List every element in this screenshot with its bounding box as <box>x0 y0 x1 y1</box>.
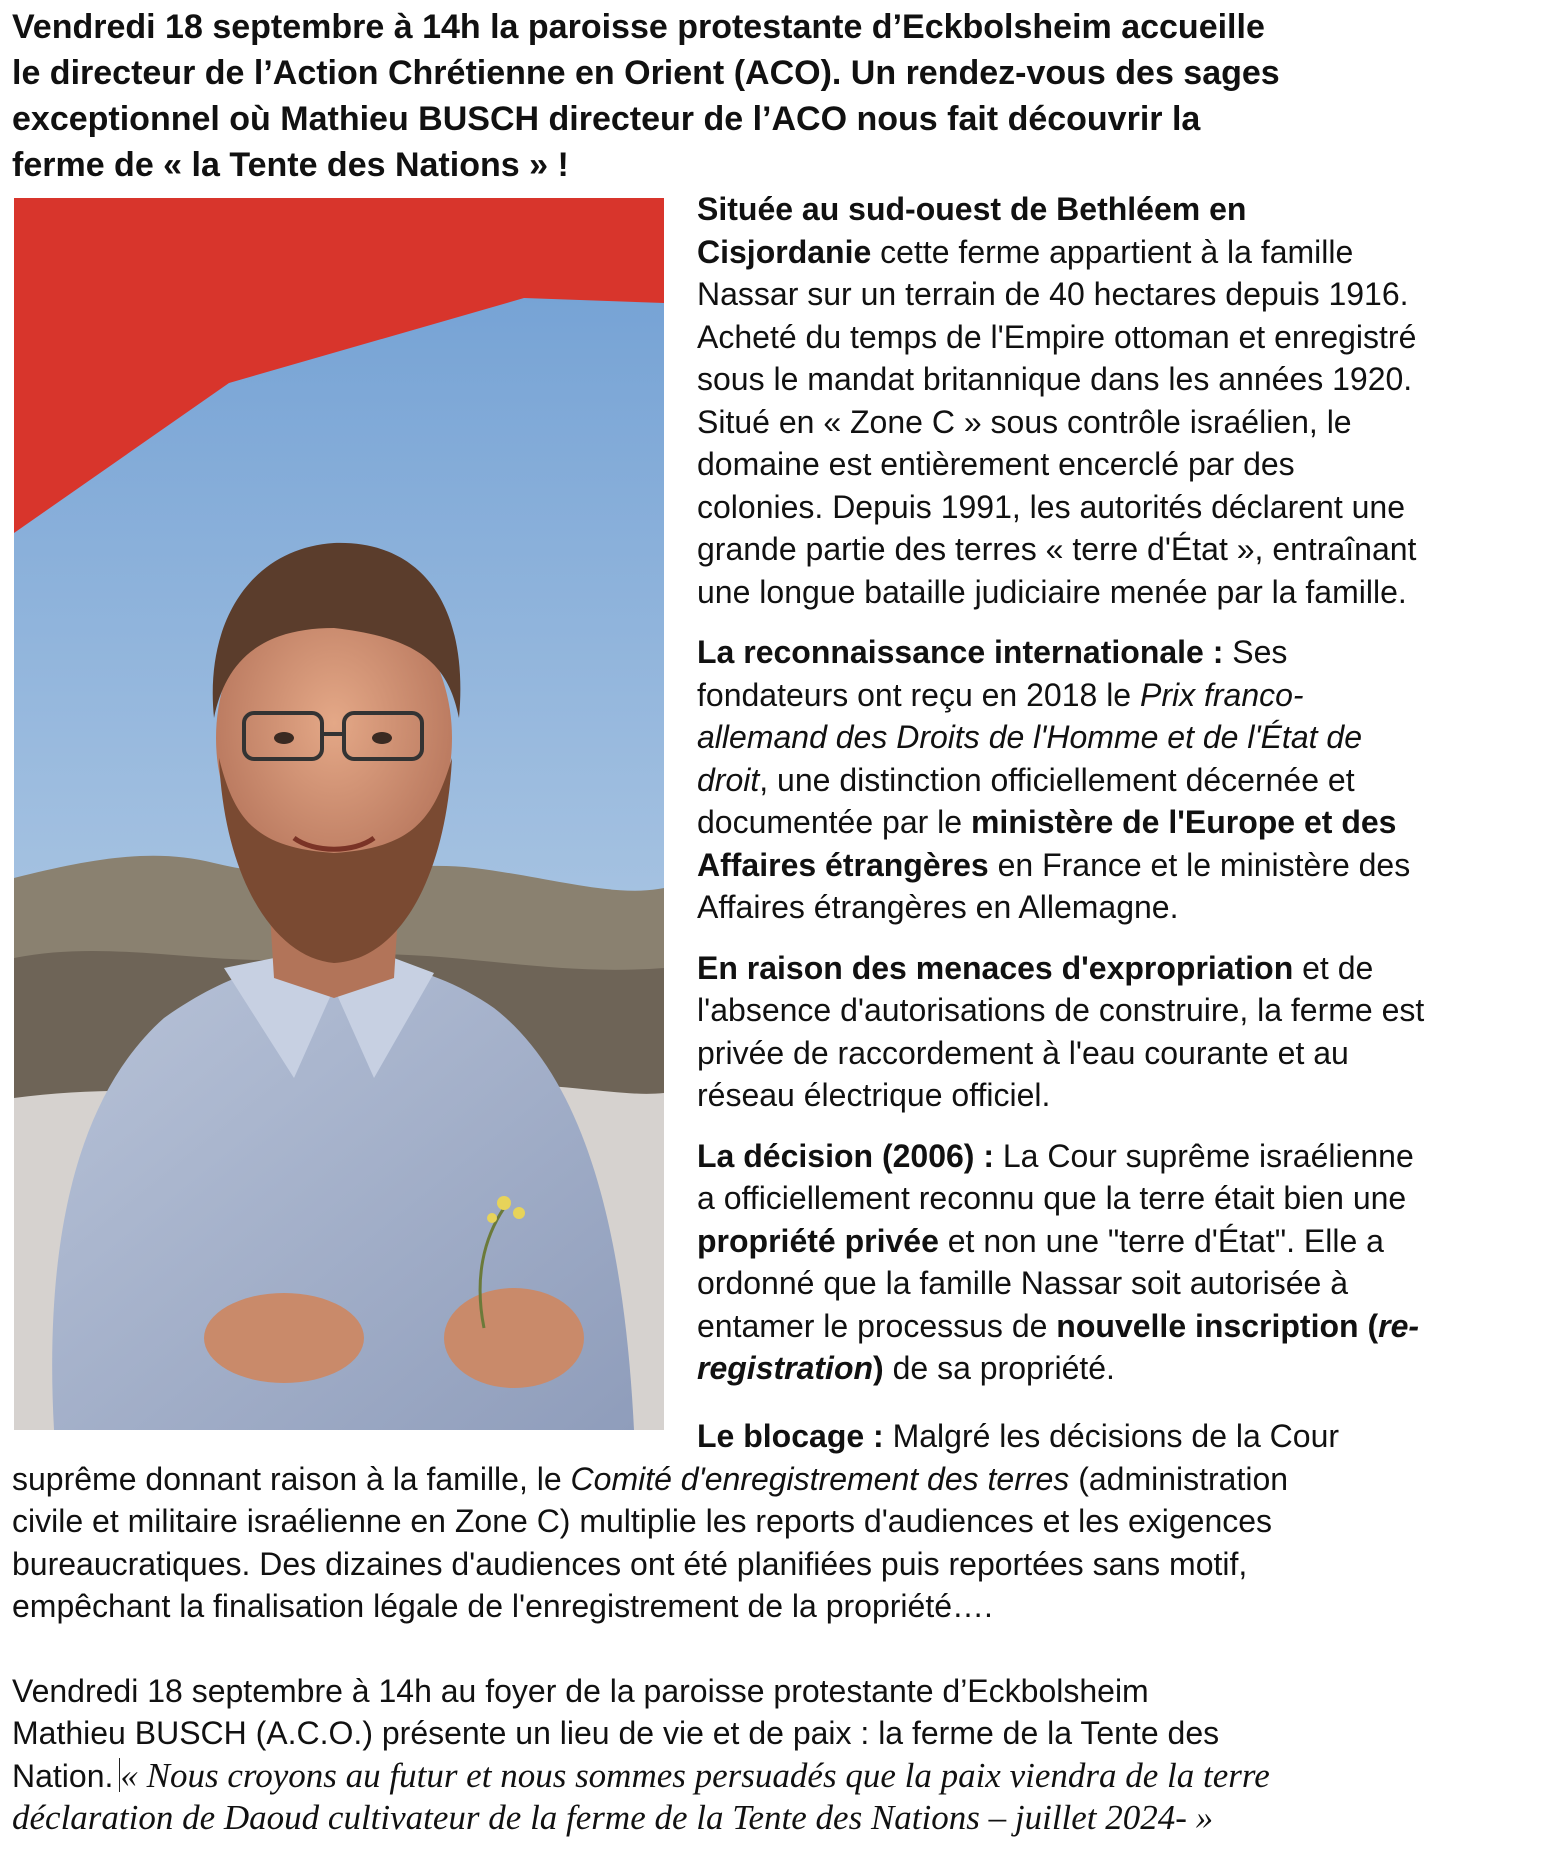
italic-text: Prix franco- <box>1139 676 1304 713</box>
spacer <box>12 1628 1537 1670</box>
text-span: Nassar sur un terrain de 40 hectares depuis 1916. <box>697 276 1409 312</box>
text-span: colonies. Depuis 1991, les autorités déclarent une <box>697 488 1405 525</box>
text-span: empêchant la finalisation légale de l'enregistrement de la propriété…. <box>12 1588 993 1624</box>
italic-text: droit <box>697 761 760 798</box>
paragraph-recognition <box>697 631 1542 929</box>
text-span: Mathieu BUSCH (A.C.O.) présente un lieu de vie et de paix : la ferme de la Tente des <box>12 1715 1220 1751</box>
bold-text: La décision (2006) : <box>697 1137 994 1174</box>
italic-text: allemand des Droits de l'Homme et de l'État de <box>697 719 1362 755</box>
quote-text: « Nous croyons au futur et nous sommes persuadés que la paix viendra de la terre <box>120 1755 1270 1795</box>
text-span: La Cour suprême israélienne <box>993 1137 1414 1174</box>
text-span: documentée par le <box>697 804 971 840</box>
text-span: ordonné que la famille Nassar soit autorisée à <box>697 1265 1349 1301</box>
bold-italic-text: registration <box>697 1350 874 1386</box>
text-span: de sa propriété. <box>883 1350 1115 1386</box>
text-span: entamer le processus de <box>697 1307 1057 1344</box>
text-span: domaine est entièrement encerclé par des <box>697 446 1295 482</box>
bold-italic-text: re- <box>1378 1307 1420 1344</box>
announcement-header <box>12 4 1532 188</box>
paragraph-blocking <box>12 1415 1537 1628</box>
text-span: Vendredi 18 septembre à 14h au foyer de la paroisse protestante d’Eckbolsheim <box>12 1672 1149 1709</box>
paragraph-event <box>12 1670 1537 1840</box>
text-span: Malgré les décisions de la Cour <box>883 1418 1340 1454</box>
text-span: et de <box>1293 949 1374 986</box>
bold-text: Affaires étrangères <box>697 846 989 883</box>
text-span: et non une "terre d'État". Elle a <box>938 1222 1384 1259</box>
text-span: (administration <box>1069 1460 1289 1497</box>
text-span: sous le mandat britannique dans les années 1920. <box>697 361 1413 397</box>
bold-text: En raison des menaces d'expropriation <box>697 949 1294 986</box>
text-span: suprême donnant raison à la famille, le <box>12 1460 571 1497</box>
text-span: cette ferme appartient à la famille <box>871 233 1354 270</box>
lower-text <box>12 1415 1537 1840</box>
bold-text: Située au sud-ouest de Bethléem en <box>697 191 1247 227</box>
bold-text: La reconnaissance internationale : <box>697 634 1224 670</box>
text-span: Nation. <box>12 1757 114 1794</box>
header-line: exceptionnel où Mathieu BUSCH directeur de l’ACO nous fait découvrir la <box>12 100 1201 138</box>
bold-text: nouvelle inscription ( <box>1056 1307 1379 1344</box>
text-span: Situé en « Zone C » sous contrôle israélien, le <box>697 403 1352 440</box>
text-span: réseau électrique officiel. <box>697 1077 1051 1113</box>
portrait-photo <box>14 198 664 1430</box>
text-span: civile et militaire israélienne en Zone C) multiplie les reports d'audiences et les exigences <box>12 1503 1273 1539</box>
text-span: , une distinction officiellement décernée et <box>759 761 1355 798</box>
bold-text: Cisjordanie <box>697 233 872 270</box>
text-span: fondateurs ont reçu en 2018 le <box>697 676 1140 713</box>
header-line: ferme de « la Tente des Nations » ! <box>12 146 569 184</box>
text-span: une longue bataille judiciaire menée par la famille. <box>697 573 1407 610</box>
text-span: privée de raccordement à l'eau courante et au <box>697 1034 1349 1071</box>
text-span: grande partie des terres « terre d'État », entraînant <box>697 531 1417 567</box>
paragraph-expropriation <box>697 947 1542 1117</box>
text-span: Ses <box>1223 634 1288 670</box>
header-line: le directeur de l’Action Chrétienne en Orient (ACO). Un rendez-vous des sages <box>12 54 1280 92</box>
text-span: l'absence d'autorisations de construire, la ferme est <box>697 992 1425 1028</box>
quote-text: déclaration de Daoud cultivateur de la ferme de la Tente des Nations – juillet 2024- » <box>12 1798 1214 1837</box>
bold-text: ministère de l'Europe et des <box>970 804 1397 840</box>
text-span: bureaucratiques. Des dizaines d'audiences ont été planifiées puis reportées sans motif, <box>12 1545 1248 1582</box>
right-column-text <box>697 188 1542 1408</box>
italic-text: Comité d'enregistrement des terres <box>570 1460 1070 1497</box>
paragraph-decision <box>697 1135 1542 1390</box>
text-span: Acheté du temps de l'Empire ottoman et enregistré <box>697 318 1417 355</box>
text-span: a officiellement reconnu que la terre était bien une <box>697 1180 1407 1216</box>
bold-text: propriété privée <box>697 1222 939 1259</box>
text-span: en France et le ministère des <box>988 846 1411 883</box>
text-span: Affaires étrangères en Allemagne. <box>697 889 1179 925</box>
bold-text: Le blocage : <box>697 1418 884 1454</box>
paragraph-location <box>697 188 1542 613</box>
header-line: Vendredi 18 septembre à 14h la paroisse protestante d’Eckbolsheim accueille <box>12 8 1265 46</box>
bold-text: ) <box>873 1350 884 1386</box>
